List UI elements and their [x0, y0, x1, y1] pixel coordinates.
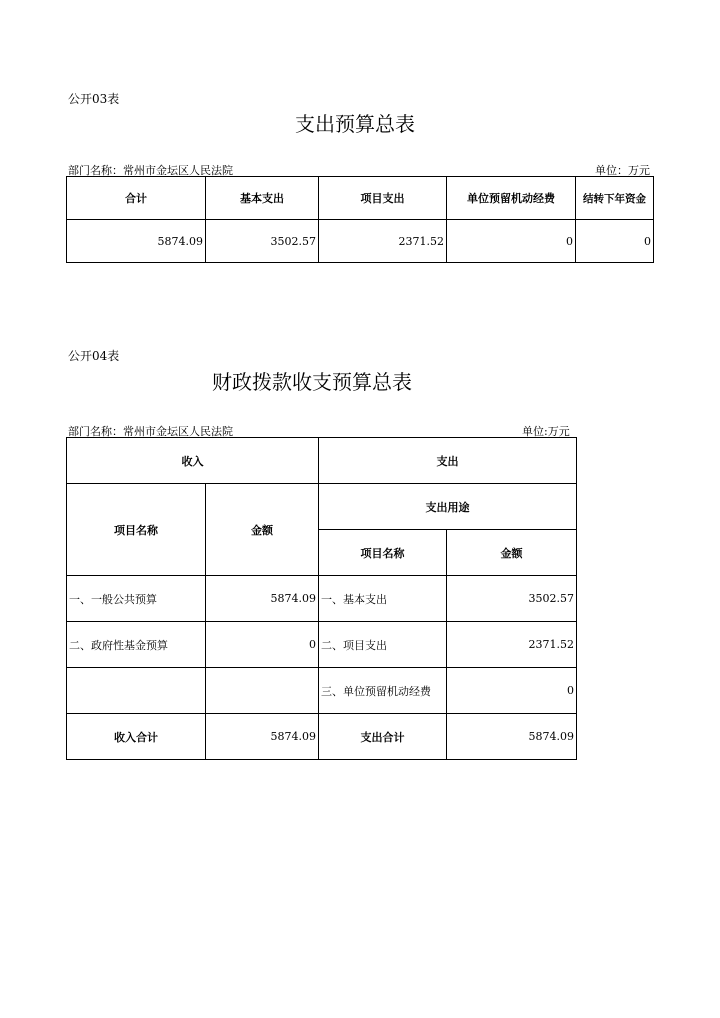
total-expense-label: 支出合计	[319, 714, 447, 760]
expense-item-name-header: 项目名称	[319, 530, 447, 576]
income-header: 收入	[67, 438, 319, 484]
expense-amount: 2371.52	[447, 622, 577, 668]
form-number-04: 公开04表	[68, 349, 120, 363]
expenditure-budget-table	[66, 176, 654, 263]
value-carryover-funds: 0	[576, 220, 654, 263]
unit-label-04: 单位:万元	[522, 425, 570, 438]
title-03: 支出预算总表	[295, 112, 415, 136]
fiscal-appropriation-table	[66, 437, 577, 760]
total-expense-value: 5874.09	[447, 714, 577, 760]
expense-amount: 0	[447, 668, 577, 714]
expense-header: 支出	[319, 438, 577, 484]
expense-amount: 3502.57	[447, 576, 577, 622]
value-basic-expenditure: 3502.57	[206, 220, 319, 263]
income-amount-header: 金额	[206, 484, 319, 576]
income-item-name: 一、一般公共预算	[67, 576, 206, 622]
income-amount	[206, 668, 319, 714]
header-carryover-funds: 结转下年资金	[576, 177, 654, 220]
income-item-name-header: 项目名称	[67, 484, 206, 576]
income-item-name: 二、政府性基金预算	[67, 622, 206, 668]
header-basic-expenditure: 基本支出	[206, 177, 319, 220]
income-amount: 5874.09	[206, 576, 319, 622]
income-amount: 0	[206, 622, 319, 668]
department-name-03: 部门名称：常州市金坛区人民法院	[68, 164, 233, 177]
value-reserve-funds: 0	[447, 220, 576, 263]
income-item-name	[67, 668, 206, 714]
unit-label-03: 单位：万元	[595, 164, 650, 177]
expense-item-name: 二、项目支出	[319, 622, 447, 668]
expense-amount-header: 金额	[447, 530, 577, 576]
value-project-expenditure: 2371.52	[319, 220, 447, 263]
department-name-04: 部门名称：常州市金坛区人民法院	[68, 425, 233, 438]
header-reserve-funds: 单位预留机动经费	[447, 177, 576, 220]
header-total: 合计	[67, 177, 206, 220]
title-04: 财政拨款收支预算总表	[212, 370, 412, 394]
expense-item-name: 一、基本支出	[319, 576, 447, 622]
expense-item-name: 三、单位预留机动经费	[319, 668, 447, 714]
expense-purpose-header: 支出用途	[319, 484, 577, 530]
header-project-expenditure: 项目支出	[319, 177, 447, 220]
total-income-value: 5874.09	[206, 714, 319, 760]
total-income-label: 收入合计	[67, 714, 206, 760]
form-number-03: 公开03表	[68, 92, 120, 106]
value-total: 5874.09	[67, 220, 206, 263]
